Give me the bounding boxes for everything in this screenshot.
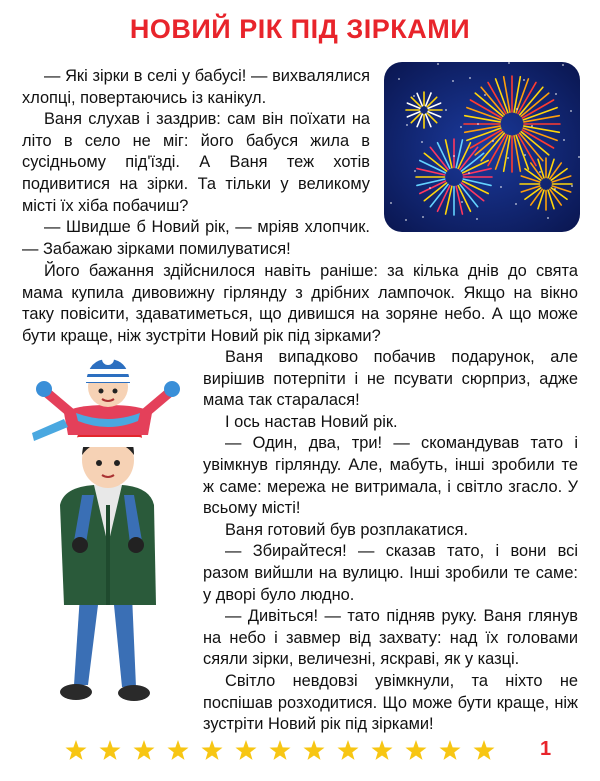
page-title: НОВИЙ РІК ПІД ЗІРКАМИ [129,14,471,44]
paragraph: І ось настав Новий рік. [225,412,398,431]
father-and-son-illustration [24,355,192,727]
paragraph: — Швидше б Новий рік, — мріяв хлопчик. — Забажаю зірками помилуватися! [22,218,370,258]
star-icon [66,740,87,760]
star-icon [100,740,121,760]
paragraph: — Збирайтеся! — сказав тато, і вони всі разом вийшли на вулицю. Інші зробили те саме: у дворі було людно. [203,542,578,604]
star-icon [440,740,461,760]
star-icon [372,740,393,760]
paragraph: — Дивіться! — тато підняв руку. Ваня глянув на небо і завмер від захвату: над їх головами сяяли зірки, величезні, яскраві, як у казці. [203,607,578,669]
star-icon [134,740,155,760]
paragraph: Ваня слухав і заздрив: сам він поїхати на літо в село не міг: його бабуся жила в сусідньому під'їзді. А Ваня теж хотів подивитися на зірки. Та тільки у великому місті їх хіба побачиш? [22,110,370,215]
star-row-decoration [62,736,532,766]
star-icon [168,740,189,760]
star-icon [236,740,257,760]
star-icon [338,740,359,760]
star-icon [304,740,325,760]
star-icon [270,740,291,760]
paragraph: Світло невдовзі увімкнули, та ніхто не поспішав розходитися. Що може бути краще, ніж зустріти Новий рік під зірками! [203,671,578,734]
paragraph: Ваня випадково побачив подарунок, але вирішив потерпіти і не псувати сюрприз, адже мама так старалася! [203,348,578,410]
paragraph: Його бажання здійснилося навіть раніше: за кілька днів до свята мама купила дивовижну гірлянду з дрібних лампочок. Якщо на вікно таку повісити, здаватиметься, що дивишся на зоряне небо. А що може бути краще, ніж зустріти Новий рік під зірками? [22,262,578,345]
middle-text-block [22,261,578,347]
star-icon [474,740,495,760]
star-icon [406,740,427,760]
paragraph: Ваня готовий був розплакатися. [225,520,469,539]
fireworks-illustration [384,62,580,232]
page-number: 1 [540,738,552,760]
paragraph: — Які зірки в селі у бабусі! — вихвалялися хлопці, повертаючись із канікул. [22,67,370,107]
paragraph: — Один, два, три! — скомандував тато і увімкнув гірлянду. Але, мабуть, інші зробили те ж саме: мережа не витримала, і світло згасло. У всьому місті! [203,434,578,518]
star-icon [202,740,223,760]
top-text-block [22,66,370,260]
side-text-block [203,347,578,736]
